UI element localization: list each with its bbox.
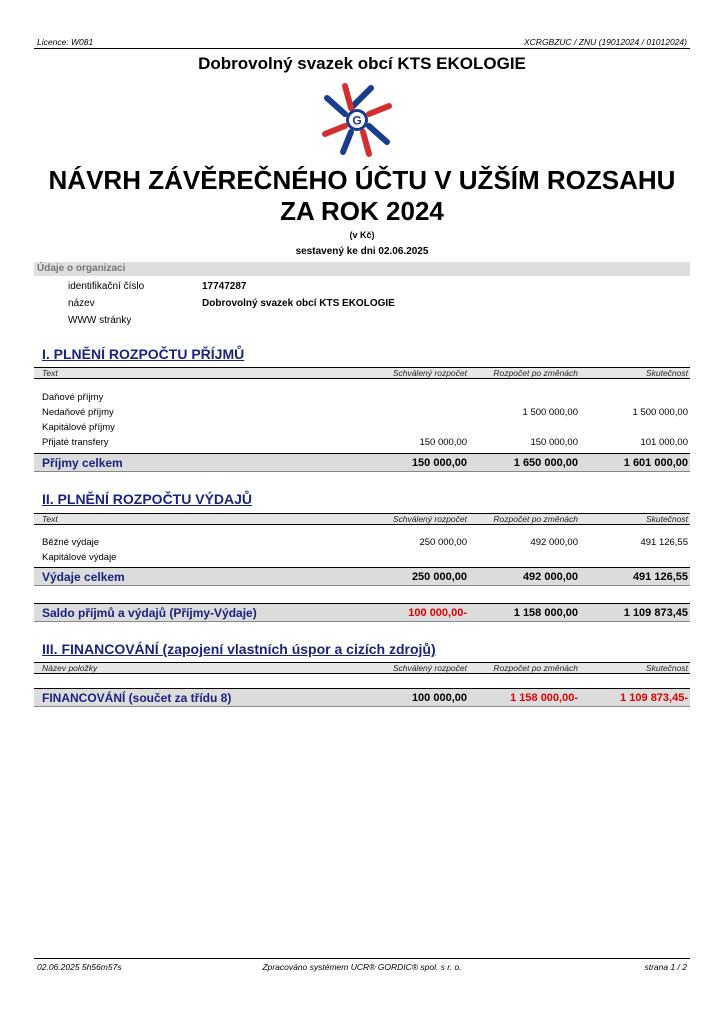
col-item-name: Název položky <box>42 663 98 673</box>
saldo-actual: 1 109 873,45 <box>623 607 688 619</box>
total-approved: 150 000,00 <box>411 457 467 469</box>
row-label: Kapitálové výdaje <box>42 552 117 563</box>
org-id-value: 17747287 <box>202 281 247 292</box>
licence-label: Licence: W081 <box>37 37 94 47</box>
total-label: Příjmy celkem <box>42 456 123 470</box>
row-approved: 250 000,00 <box>419 537 467 548</box>
saldo-label: Saldo příjmů a výdajů (Příjmy-Výdaje) <box>42 606 257 620</box>
org-name-label: název <box>68 298 95 309</box>
document-code: XCRGBZUC / ZNU (19012024 / 01012024) <box>524 37 687 47</box>
table-row <box>34 435 690 450</box>
expenses-section-title: II. PLNĚNÍ ROZPOČTU VÝDAJŮ <box>42 491 253 507</box>
saldo-approved: 100 000,00- <box>408 607 467 619</box>
col-after-changes: Rozpočet po změnách <box>493 514 578 524</box>
table-row <box>34 420 690 435</box>
col-text: Text <box>42 368 58 378</box>
table-row <box>34 535 690 550</box>
row-label: Nedaňové příjmy <box>42 407 114 418</box>
income-table-header <box>34 367 690 379</box>
row-changed: 150 000,00 <box>530 437 578 448</box>
row-label: Kapitálové příjmy <box>42 422 115 433</box>
row-actual: 491 126,55 <box>640 537 688 548</box>
org-www-label: WWW stránky <box>68 315 132 326</box>
total-actual: 491 126,55 <box>632 571 688 583</box>
compiled-date: sestavený ke dni 02.06.2025 <box>295 246 429 257</box>
footer-datetime: 02.06.2025 5h56m57s <box>37 962 122 972</box>
table-row <box>34 390 690 405</box>
total-label: Výdaje celkem <box>42 570 125 584</box>
report-title-line2: ZA ROK 2024 <box>280 196 444 226</box>
expenses-table-header <box>34 513 690 525</box>
col-actual: Skutečnost <box>645 514 688 524</box>
saldo-row <box>34 603 690 622</box>
total-actual: 1 109 873,45- <box>620 692 688 704</box>
footer-page: strana 1 / 2 <box>644 962 687 972</box>
row-approved: 150 000,00 <box>419 437 467 448</box>
col-approved: Schválený rozpočet <box>392 514 467 524</box>
col-approved: Schválený rozpočet <box>392 663 467 673</box>
row-actual: 101 000,00 <box>640 437 688 448</box>
table-row <box>34 550 690 565</box>
saldo-changed: 1 158 000,00 <box>513 607 578 619</box>
row-changed: 1 500 000,00 <box>522 407 578 418</box>
col-approved: Schválený rozpočet <box>392 368 467 378</box>
total-changed: 492 000,00 <box>522 571 578 583</box>
income-section-title: I. PLNĚNÍ ROZPOČTU PŘÍJMŮ <box>42 346 245 362</box>
logo-letter: G <box>352 113 362 128</box>
total-actual: 1 601 000,00 <box>623 457 688 469</box>
row-label: Daňové příjmy <box>42 392 104 403</box>
org-id-label: identifikační číslo <box>68 281 145 292</box>
footer-divider <box>34 958 690 959</box>
row-label: Běžné výdaje <box>42 537 100 548</box>
currency-unit: (v Kč) <box>349 230 375 240</box>
header-divider <box>34 48 690 49</box>
footer-processed: Zpracováno systémem UCR® GORDIC® spol. s r. o. <box>262 962 462 972</box>
total-changed: 1 158 000,00- <box>510 692 578 704</box>
col-actual: Skutečnost <box>645 368 688 378</box>
total-approved: 100 000,00 <box>411 692 467 704</box>
report-title <box>0 165 724 227</box>
financing-section-title: III. FINANCOVÁNÍ (zapojení vlastních úspor a cizích zdrojů) <box>42 641 436 657</box>
financing-table-header <box>34 662 690 674</box>
total-approved: 250 000,00 <box>411 571 467 583</box>
org-name-value: Dobrovolný svazek obcí KTS EKOLOGIE <box>202 298 395 309</box>
col-actual: Skutečnost <box>645 663 688 673</box>
row-actual: 1 500 000,00 <box>632 407 688 418</box>
row-changed: 492 000,00 <box>530 537 578 548</box>
total-changed: 1 650 000,00 <box>513 457 578 469</box>
organization-heading: Údaje o organizaci <box>34 262 690 276</box>
col-after-changes: Rozpočet po změnách <box>493 663 578 673</box>
organization-title: Dobrovolný svazek obcí KTS EKOLOGIE <box>198 54 526 73</box>
report-title-line1: NÁVRH ZÁVĚREČNÉHO ÚČTU V UŽŠÍM ROZSAHU <box>48 165 676 195</box>
total-label: FINANCOVÁNÍ (součet za třídu 8) <box>42 691 232 705</box>
col-text: Text <box>42 514 58 524</box>
table-row <box>34 405 690 420</box>
row-label: Přijaté transfery <box>42 437 109 448</box>
income-total-row <box>34 453 690 472</box>
gordic-star-logo <box>317 80 397 160</box>
col-after-changes: Rozpočet po změnách <box>493 368 578 378</box>
expenses-total-row <box>34 567 690 586</box>
financing-total-row <box>34 688 690 707</box>
